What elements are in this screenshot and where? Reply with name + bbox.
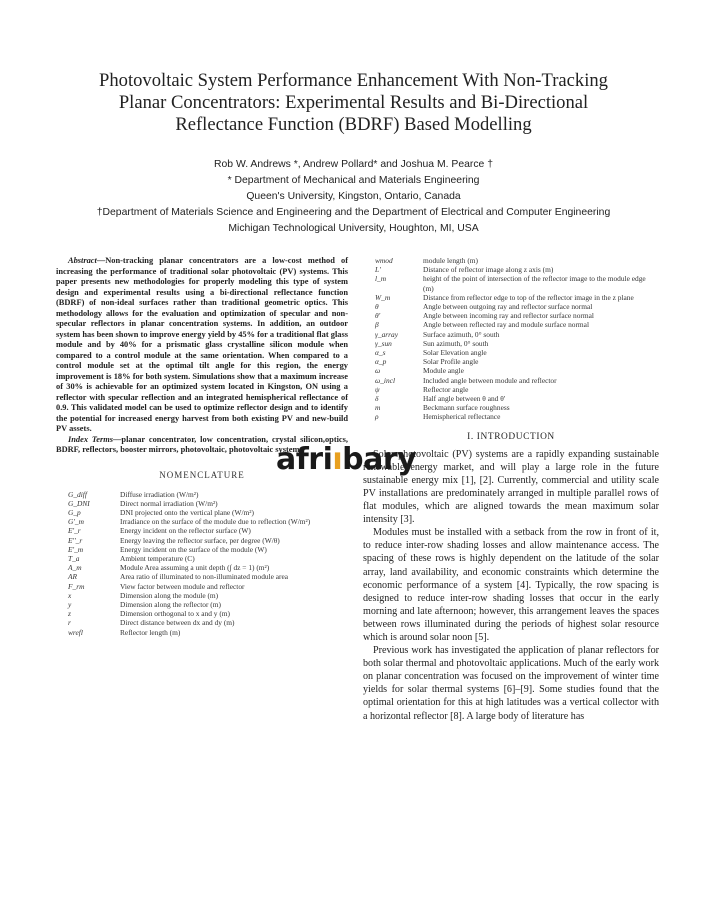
nomenclature-definition: Beckmann surface roughness <box>423 403 510 413</box>
affiliation-line: * Department of Mechanical and Materials Engineering <box>227 175 480 186</box>
nomenclature-definition: Direct normal irradiation (W/m²) <box>120 498 218 508</box>
nomenclature-symbol: ω_incl <box>375 375 395 385</box>
nomenclature-row <box>363 302 659 311</box>
nomenclature-symbol: θ' <box>375 311 381 321</box>
nomenclature-row <box>363 394 659 403</box>
nomenclature-symbol: x <box>68 590 72 600</box>
affiliation-line: †Department of Materials Science and Engineering and the Department of Electrical and Computer Engineering <box>96 207 611 218</box>
nomenclature-symbol: l_m <box>375 274 387 284</box>
abstract-text: —Non-tracking planar concentrators are a low-cost method of increasing the performance of traditional solar photovoltaic (PV) systems. This paper presents new methodologies for properly modeling this type of system design and experimental results using a bi-directional reflectance function (BDRF) of non-ideal surfaces rather than traditional geometric optics. This methodology allows for the evaluation and optimization of specular and non-specular reflectors in planar concentration systems. In addition, an outdoor system has been shown to improve energy yield by 45% for a traditional flat glass module and by 40% for a prismatic glass crystalline silicon module when compared to a control module at the same orientation. When compared to a control module set at the optimal tilt angle for this region, the energy improvement is 18% for both system. Simulations show that a maximum increase of 30% is achievable for an optimized system located in Kingston, ON using a reflector with specular reflection and an integrated hemispherical reflectance of 0.9. This validated model can be used to optimize reflector design and to identify the potential for increased energy harvest from both existing PV and new-build PV assets. <box>56 256 348 433</box>
nomenclature-definition: Solar Profile angle <box>423 357 479 367</box>
nomenclature-definition: module length (m) <box>423 256 479 265</box>
nomenclature-symbol: α_p <box>375 357 387 367</box>
title-line: Photovoltaic System Performance Enhancement With Non-Tracking <box>99 70 608 91</box>
nomenclature-symbol: E'_r <box>68 526 81 536</box>
nomenclature-symbol: δ <box>375 394 379 404</box>
nomenclature-row <box>56 508 348 517</box>
nomenclature-definition: Energy leaving the reflector surface, per degree (W/θ) <box>120 535 280 545</box>
nomenclature-definition: height of the point of intersection of the reflector image to the module edge (m) <box>423 274 646 293</box>
nomenclature-definition: Energy incident on the reflector surface (W) <box>120 526 251 536</box>
nomenclature-definition: Reflector angle <box>423 384 469 394</box>
introduction-body <box>363 448 659 723</box>
nomenclature-symbol: γ_array <box>375 329 399 339</box>
nomenclature-row <box>56 563 348 572</box>
nomenclature-definition: View factor between module and reflector <box>120 581 245 591</box>
nomenclature-definition: Direct distance between dx and dy (m) <box>120 618 235 628</box>
nomenclature-symbol: G_diff <box>68 489 87 499</box>
nomenclature-definition: Ambient temperature (C) <box>120 553 195 563</box>
index-terms-text: —planar concentrator, low concentration, crystal silicon,optics, BDRF, reflectors, booster mirrors, photovoltaic, photovoltaic system <box>56 434 349 454</box>
abstract-label: Abstract <box>68 256 97 265</box>
nomenclature-row <box>363 412 659 421</box>
nomenclature-symbol: L' <box>375 265 381 275</box>
paper-title <box>40 70 667 136</box>
nomenclature-row <box>56 499 348 508</box>
nomenclature-row <box>56 600 348 609</box>
nomenclature-row <box>56 628 348 637</box>
nomenclature-row <box>56 517 348 526</box>
nomenclature-heading: NOMENCLATURE <box>159 469 245 480</box>
nomenclature-row <box>56 572 348 581</box>
nomenclature-row <box>56 618 348 627</box>
nomenclature-row <box>363 339 659 348</box>
nomenclature-row <box>56 536 348 545</box>
nomenclature-symbol: A_m <box>68 563 82 573</box>
nomenclature-definition: Module Area assuming a unit depth (∫ dz = 1) (m²) <box>120 563 270 573</box>
nomenclature-row <box>56 609 348 618</box>
nomenclature-row <box>363 265 659 274</box>
nomenclature-row <box>363 348 659 357</box>
nomenclature-definition: Included angle between module and reflector <box>423 375 557 385</box>
nomenclature-symbol: ψ <box>375 384 380 394</box>
nomenclature-definition: Energy incident on the surface of the module (W) <box>120 544 267 554</box>
nomenclature-symbol: E''_r <box>68 535 83 545</box>
nomenclature-symbol: G_p <box>68 507 81 517</box>
nomenclature-definition: Angle between outgoing ray and reflector surface normal <box>423 302 593 312</box>
nomenclature-definition: Module angle <box>423 366 464 376</box>
nomenclature-definition: Angle between reflected ray and module surface normal <box>423 320 590 330</box>
nomenclature-symbol: ω <box>375 366 381 376</box>
nomenclature-symbol: m <box>375 403 381 413</box>
nomenclature-definition: Irradiance on the surface of the module due to reflection (W/m²) <box>120 517 311 527</box>
nomenclature-symbol: G'_m <box>68 517 84 527</box>
nomenclature-definition: Distance of reflector image along z axis (m) <box>423 265 554 275</box>
nomenclature-definition: Dimension orthogonal to x and y (m) <box>120 609 231 619</box>
nomenclature-row <box>363 403 659 412</box>
nomenclature-symbol: θ <box>375 302 379 312</box>
nomenclature-symbol: W_m <box>375 292 391 302</box>
nomenclature-row <box>56 582 348 591</box>
affiliation-line: Queen's University, Kingston, Ontario, Canada <box>246 191 461 202</box>
section-heading: I. INTRODUCTION <box>467 431 555 442</box>
nomenclature-definition: Angle between incoming ray and reflector surface normal <box>423 311 594 321</box>
nomenclature-row <box>363 357 659 366</box>
nomenclature-symbol: wrefl <box>68 627 83 637</box>
nomenclature-row <box>363 330 659 339</box>
nomenclature-definition: Dimension along the module (m) <box>120 590 219 600</box>
nomenclature-definition: Diffuse irradiation (W/m²) <box>120 489 199 499</box>
abstract <box>56 256 348 435</box>
nomenclature-row <box>56 545 348 554</box>
index-terms-label: Index Terms <box>68 434 114 444</box>
nomenclature-symbol: α_s <box>375 348 386 358</box>
nomenclature-row <box>363 376 659 385</box>
nomenclature-symbol: y <box>68 599 72 609</box>
nomenclature-row <box>363 311 659 320</box>
nomenclature-symbol: β <box>375 320 379 330</box>
watermark-logo <box>276 440 426 480</box>
nomenclature-definition: Half angle between θ and θ' <box>423 394 506 404</box>
affiliation-line: Michigan Technological University, Houghton, MI, USA <box>228 223 479 234</box>
nomenclature-symbol: AR <box>68 572 78 582</box>
nomenclature-row <box>363 366 659 375</box>
nomenclature-symbol: γ_sun <box>375 338 392 348</box>
nomenclature-row <box>56 526 348 535</box>
nomenclature-definition: Dimension along the reflector (m) <box>120 599 221 609</box>
watermark-text: afri <box>276 442 333 477</box>
watermark-accent: ı <box>332 442 343 477</box>
nomenclature-row <box>56 490 348 499</box>
nomenclature-row <box>363 293 659 302</box>
nomenclature-definition: DNI projected onto the vertical plane (W/m²) <box>120 507 254 517</box>
nomenclature-symbol: r <box>68 618 71 628</box>
nomenclature-table <box>56 490 348 637</box>
right-column <box>363 256 659 723</box>
nomenclature-symbol: E'_m <box>68 544 84 554</box>
author-names: Rob W. Andrews *, Andrew Pollard* and Joshua M. Pearce † <box>214 159 493 170</box>
nomenclature-definition: Reflector length (m) <box>120 627 181 637</box>
nomenclature-symbol: z <box>68 609 71 619</box>
paragraph: Solar photovoltaic (PV) systems are a rapidly expanding sustainable renewable energy market, and will play a large role in the future sustainable energy mix [1], [2]. Currently, commercial and utility scale PV installations are predominately arranged in multiple parallel rows of flat modules, which are aligned towards the mean maximum solar intensity [3]. <box>363 448 659 526</box>
watermark-text: bary <box>342 442 417 477</box>
nomenclature-row <box>56 591 348 600</box>
nomenclature-table-continued <box>363 256 659 422</box>
paragraph: Modules must be installed with a setback from the row in front of it, to reduce inter-row shading losses and allow maintenance access. The spacing of these rows is highly dependent on the latitude of the solar array, land availability, and economic constraints which determine the economic performance of a system [4]. Typically, the row spacing is designed to reduce inter-row shading losses that occur in the early morning and late afternoon; however, this arrangement leaves the spaces between rows illuminated during the periods of highest solar resource which is around solar noon [5]. <box>363 527 659 643</box>
nomenclature-symbol: wmod <box>375 256 393 265</box>
nomenclature-symbol: F_rm <box>68 581 85 591</box>
nomenclature-definition: Area ratio of illuminated to non-illuminated module area <box>120 572 289 582</box>
author-block <box>40 157 667 237</box>
nomenclature-definition: Hemispherical reflectance <box>423 412 501 422</box>
paragraph: Previous work has investigated the application of planar reflectors for both solar thermal and photovoltaic applications. Much of the early work on planar concentration was focused on the improvement of winter time yields for solar thermal systems [6]–[9]. Some studies found that the optimal orientation for this at high latitudes was a vertical collector with a horizontal reflector [8]. A large body of literature has <box>363 645 659 722</box>
nomenclature-row <box>363 385 659 394</box>
nomenclature-definition: Surface azimuth, 0° south <box>423 329 500 339</box>
nomenclature-row <box>363 274 659 292</box>
nomenclature-row <box>363 256 659 265</box>
nomenclature-definition: Sun azimuth, 0° south <box>423 338 489 348</box>
nomenclature-symbol: T_a <box>68 553 80 563</box>
title-line: Planar Concentrators: Experimental Results and Bi-Directional <box>118 92 589 113</box>
nomenclature-definition: Distance from reflector edge to top of the reflector image in the z plane <box>423 292 634 302</box>
nomenclature-symbol: G_DNI <box>68 498 90 508</box>
title-line: Reflectance Function (BDRF) Based Modelling <box>175 114 532 135</box>
nomenclature-row <box>363 320 659 329</box>
nomenclature-row <box>56 554 348 563</box>
nomenclature-definition: Solar Elevation angle <box>423 348 487 358</box>
nomenclature-symbol: ρ <box>375 412 379 422</box>
